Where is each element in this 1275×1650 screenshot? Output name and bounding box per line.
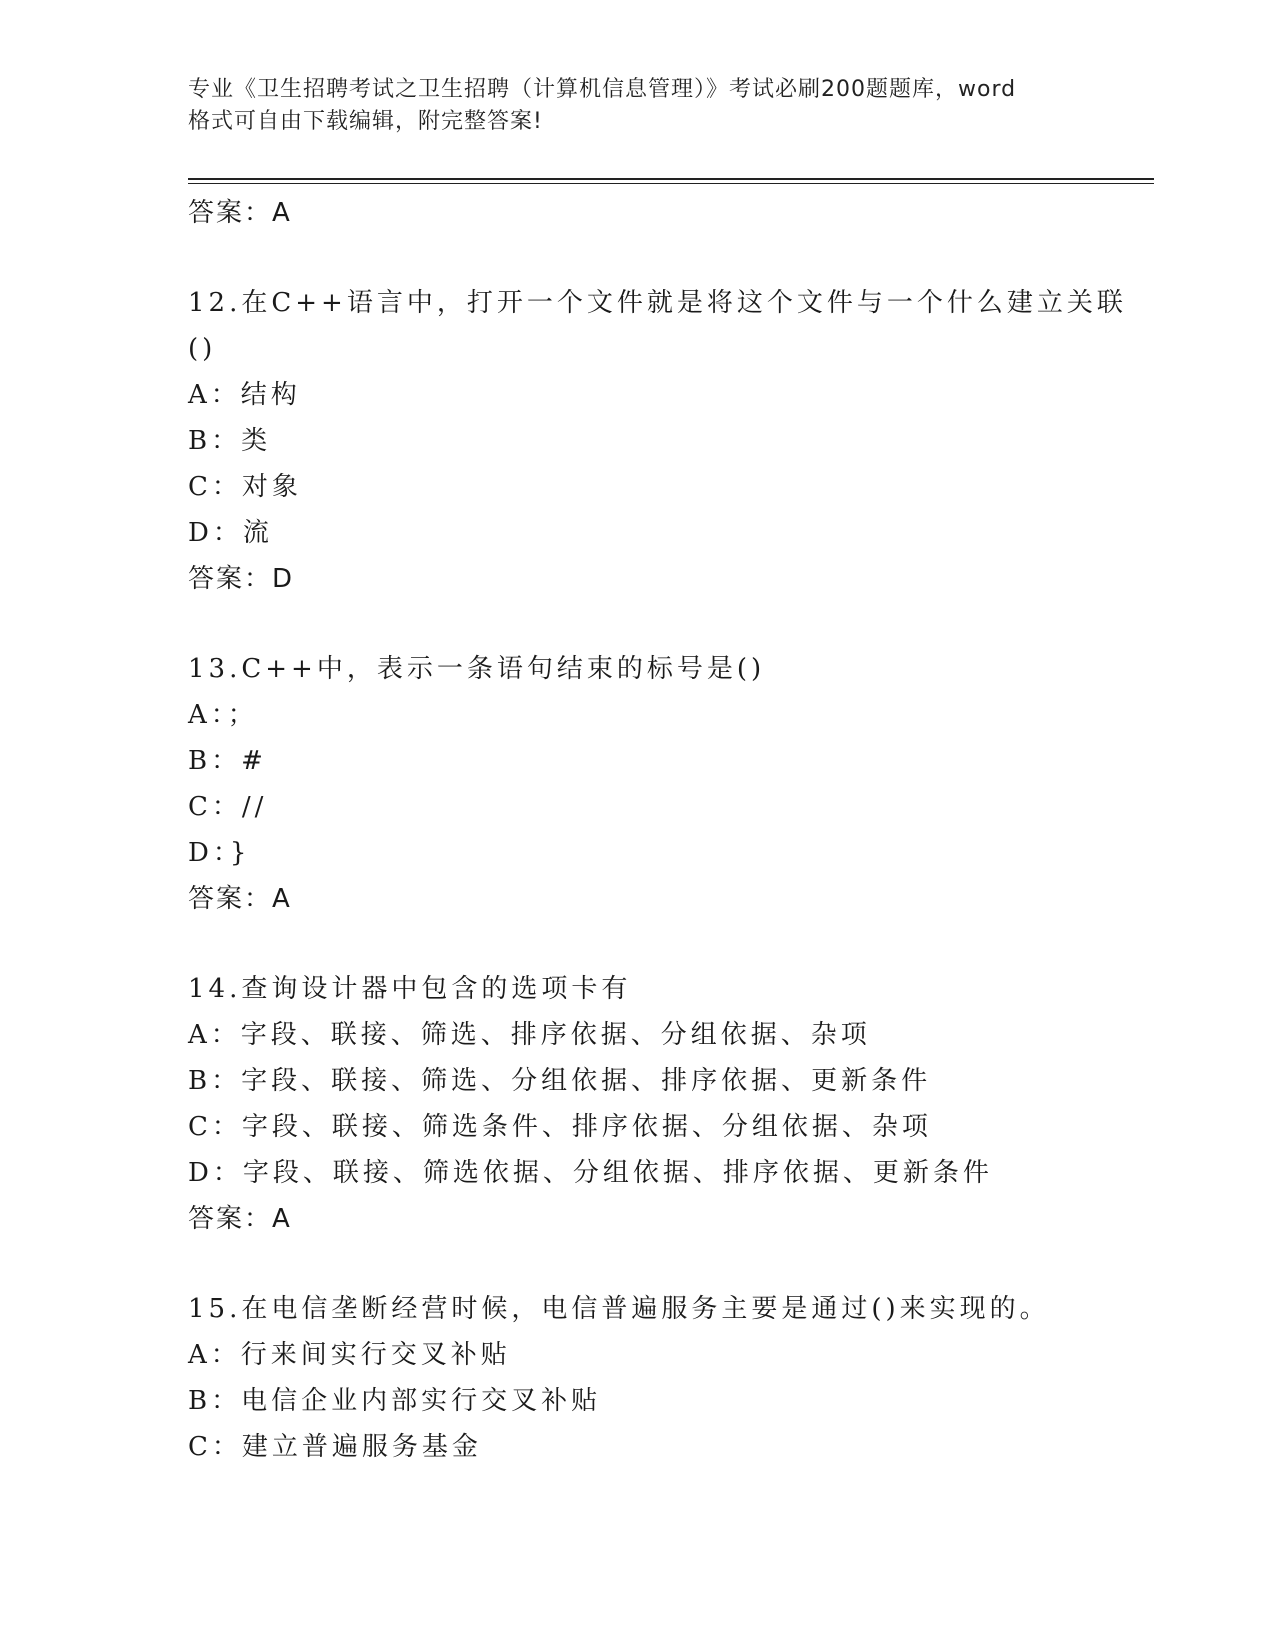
- question-stem: 12.在C++语言中，打开一个文件就是将这个文件与一个什么建立关联: [188, 288, 1127, 318]
- question-stem: 13.C++中，表示一条语句结束的标号是(): [188, 654, 766, 684]
- option-c: C：//: [188, 792, 268, 822]
- answer: 答案：D: [188, 564, 295, 594]
- option-c: C：对象: [188, 472, 302, 502]
- document-header: [188, 74, 1088, 138]
- question-12: [188, 280, 1128, 602]
- option-a: A：行来间实行交叉补贴: [188, 1340, 511, 1370]
- question-stem: 15.在电信垄断经营时候，电信普遍服务主要是通过()来实现的。: [188, 1294, 1050, 1324]
- option-d: D：}: [188, 838, 251, 868]
- question-stem-continued: (): [188, 334, 217, 364]
- question-stem: 14.查询设计器中包含的选项卡有: [188, 974, 632, 1004]
- answer: 答案：A: [188, 1204, 292, 1234]
- previous-answer: 答案：A: [188, 198, 292, 228]
- spacer: [188, 1242, 1128, 1286]
- option-d: D：流: [188, 518, 273, 548]
- option-b: B：类: [188, 426, 272, 456]
- option-c: C：字段、联接、筛选条件、排序依据、分组依据、杂项: [188, 1112, 932, 1142]
- spacer: [188, 922, 1128, 966]
- question-14: [188, 966, 1128, 1242]
- answer: 答案：A: [188, 884, 292, 914]
- option-a: A：字段、联接、筛选、排序依据、分组依据、杂项: [188, 1020, 871, 1050]
- option-a: A：结构: [188, 380, 301, 410]
- option-a: A：；: [188, 700, 258, 730]
- header-line-1: 专业《卫生招聘考试之卫生招聘（计算机信息管理）》考试必刷200题题库，word: [188, 77, 1017, 102]
- option-b: B：#: [188, 746, 267, 776]
- header-divider-thick: [188, 178, 1154, 180]
- question-15: [188, 1286, 1128, 1470]
- question-list: [188, 190, 1128, 1470]
- option-b: B：字段、联接、筛选、分组依据、排序依据、更新条件: [188, 1066, 932, 1096]
- option-c: C：建立普遍服务基金: [188, 1432, 482, 1462]
- option-d: D：字段、联接、筛选依据、分组依据、排序依据、更新条件: [188, 1158, 993, 1188]
- spacer: [188, 236, 1128, 280]
- question-13: [188, 646, 1128, 922]
- option-b: B：电信企业内部实行交叉补贴: [188, 1386, 602, 1416]
- header-line-2: 格式可自由下载编辑，附完整答案!: [188, 109, 543, 134]
- header-divider-thin: [188, 183, 1154, 184]
- spacer: [188, 602, 1128, 646]
